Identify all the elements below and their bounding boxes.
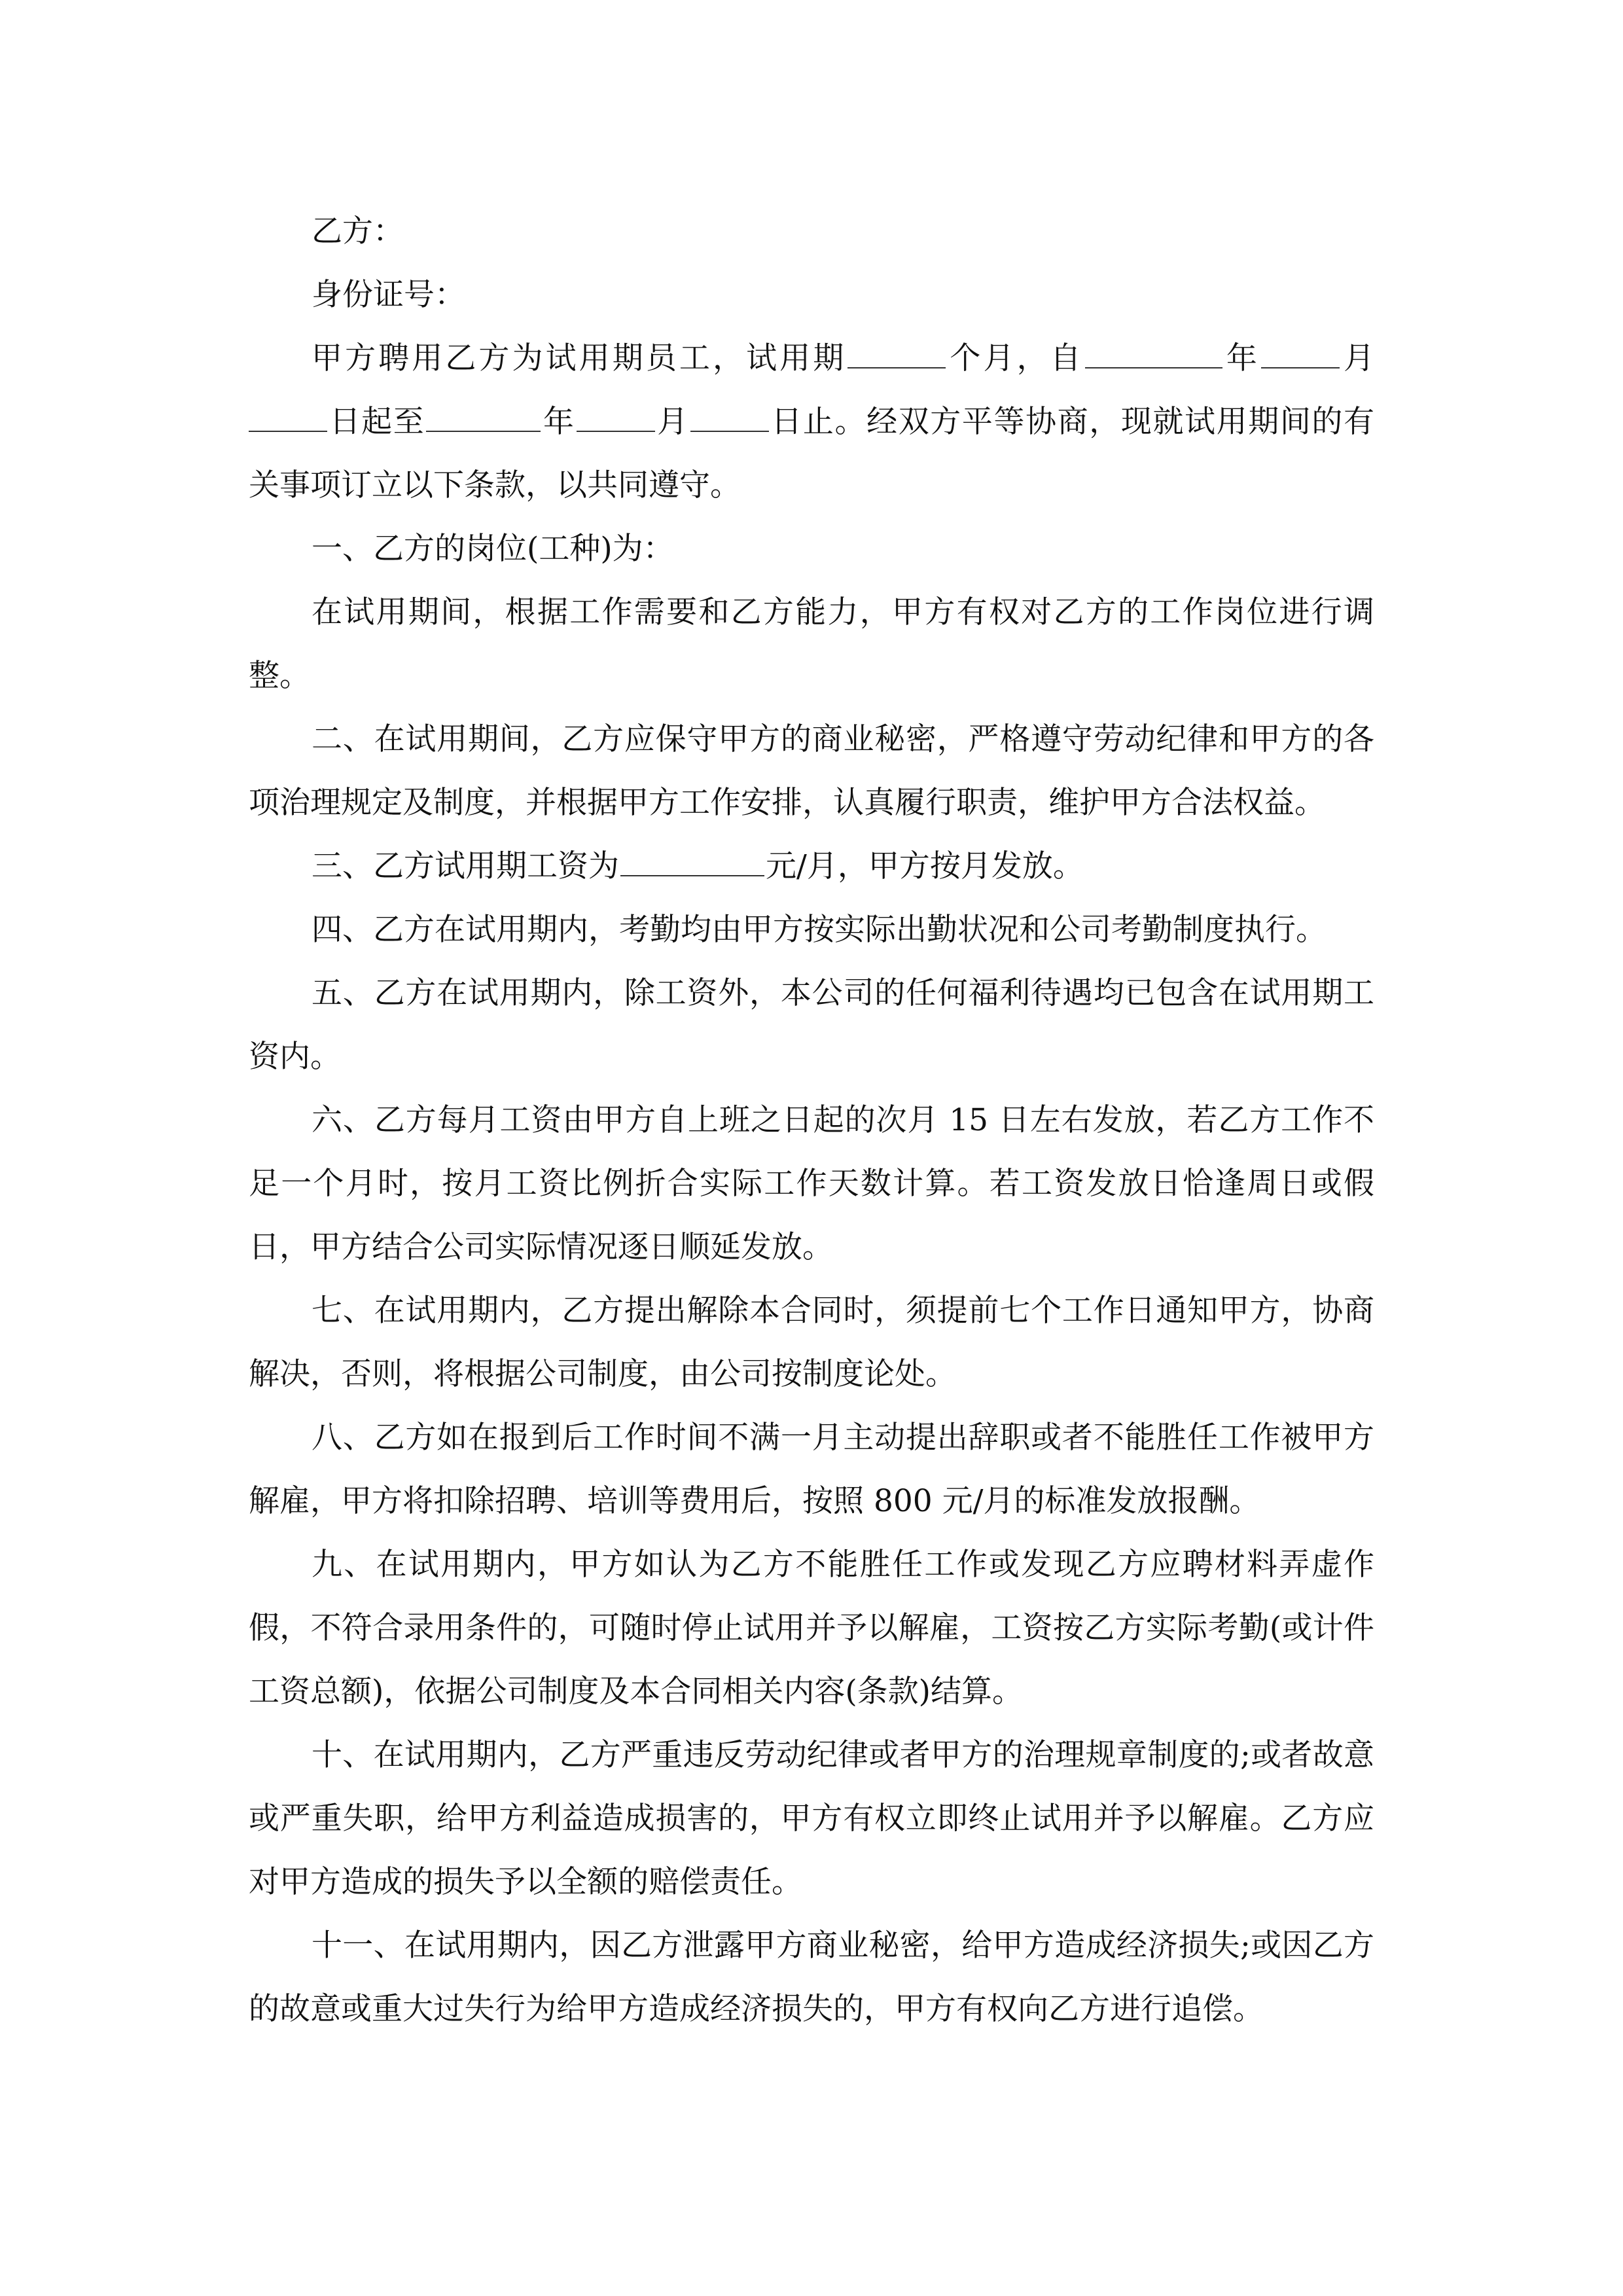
clause-10: 十、在试用期内，乙方严重违反劳动纪律或者甲方的治理规章制度的;或者故意或严重失职，给甲方利益造成损害的，甲方有权立即终止试用并予以解雇。乙方应对甲方造成的损失予以全额的赔偿责任。	[249, 1737, 1374, 1900]
clause-11: 十一、在试用期内，因乙方泄露甲方商业秘密，给甲方造成经济损失;或因乙方的故意或重大过失行为给甲方造成经济损失的，甲方有权向乙方进行追偿。	[249, 1928, 1374, 2027]
start-year-blank	[1085, 338, 1222, 368]
intro-text-5: 日起至	[329, 404, 425, 440]
intro-paragraph	[249, 327, 1374, 517]
clause-5: 五、乙方在试用期内，除工资外，本公司的任何福利待遇均已包含在试用期工资内。	[249, 975, 1374, 1075]
probation-months-blank	[847, 338, 946, 368]
salary-blank	[620, 846, 764, 876]
clause-2: 二、在试用期间，乙方应保守甲方的商业秘密，严格遵守劳动纪律和甲方的各项治理规定及制度，并根据甲方工作安排，认真履行职责，维护甲方合法权益。	[249, 721, 1374, 821]
clause-3-after: 元/月，甲方按月发放。	[766, 848, 1084, 884]
intro-text-8: 日止。经双方平等协商，现就试用期间的有关事项订立以下条款，以共同遵守。	[249, 404, 1375, 503]
intro-text-6: 年	[542, 404, 575, 440]
party-b-label: 乙方：	[312, 213, 404, 249]
start-day-blank	[249, 402, 327, 432]
end-month-blank	[577, 402, 655, 432]
clause-3-before: 三、乙方试用期工资为	[312, 848, 619, 884]
clause-9: 九、在试用期内，甲方如认为乙方不能胜任工作或发现乙方应聘材料弄虚作假，不符合录用条件的，可随时停止试用并予以解雇，工资按乙方实际考勤(或计件工资总额)，依据公司制度及本合同相关内容(条款)结算。	[249, 1547, 1374, 1710]
clause-4: 四、乙方在试用期内，考勤均由甲方按实际出勤状况和公司考勤制度执行。	[312, 912, 1327, 948]
intro-text-1: 甲方聘用乙方为试用期员工，试用期	[312, 340, 847, 376]
clause-1-body: 在试用期间，根据工作需要和乙方能力，甲方有权对乙方的工作岗位进行调整。	[249, 594, 1374, 694]
clause-6: 六、乙方每月工资由甲方自上班之日起的次月 15 日左右发放，若乙方工作不足一个月时，按月工资比例折合实际工作天数计算。若工资发放日恰逢周日或假日，甲方结合公司实际情况逐日顺延发放。	[249, 1102, 1374, 1265]
intro-text-7: 月	[656, 404, 689, 440]
end-year-blank	[426, 402, 541, 432]
clause-8: 八、乙方如在报到后工作时间不满一月主动提出辞职或者不能胜任工作被甲方解雇，甲方将扣除招聘、培训等费用后，按照 800 元/月的标准发放报酬。	[249, 1420, 1374, 1519]
clause-1-title: 一、乙方的岗位(工种)为：	[312, 531, 674, 567]
intro-text-2: 个月，自	[947, 340, 1084, 376]
intro-text-4: 月	[1340, 340, 1375, 376]
clause-3	[249, 834, 1374, 898]
clause-7: 七、在试用期内，乙方提出解除本合同时，须提前七个工作日通知甲方，协商解决，否则，将根据公司制度，由公司按制度论处。	[249, 1293, 1374, 1392]
id-number-label: 身份证号：	[312, 277, 465, 313]
start-month-blank	[1261, 338, 1340, 368]
intro-text-3: 年	[1223, 340, 1260, 376]
end-day-blank	[690, 402, 769, 432]
